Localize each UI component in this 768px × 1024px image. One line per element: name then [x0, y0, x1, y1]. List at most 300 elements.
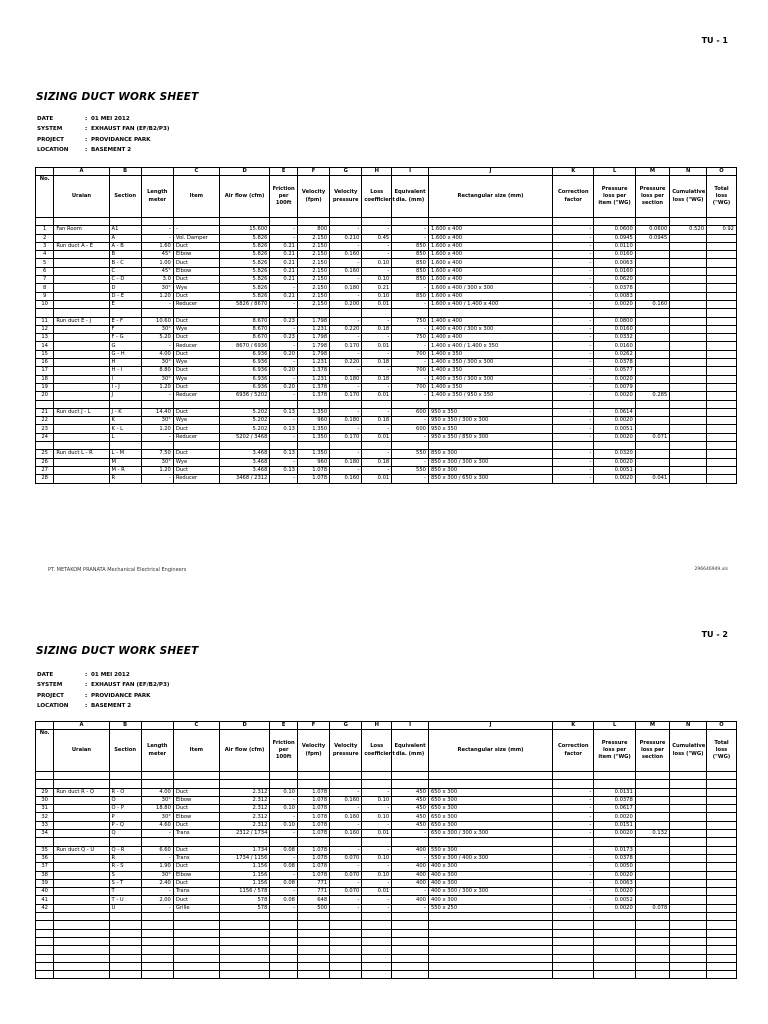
table-cell: -	[270, 359, 298, 367]
table-cell	[553, 937, 594, 945]
table-cell: -	[553, 904, 594, 912]
table-cell	[670, 408, 707, 416]
table-cell: 2.312	[219, 813, 270, 821]
table-cell: 0.45	[362, 234, 392, 242]
table-cell	[362, 442, 392, 450]
table-cell	[635, 805, 669, 813]
table-cell: 21	[36, 408, 54, 416]
table-cell	[362, 946, 392, 954]
table-cell: 0.18	[362, 417, 392, 425]
table-cell	[54, 896, 109, 904]
table-cell: 0.0332	[594, 334, 635, 342]
table-cell	[635, 971, 669, 979]
table-cell	[594, 309, 635, 317]
table-cell: -	[553, 846, 594, 854]
meta-key: DATE	[37, 672, 54, 678]
table-cell: 45°	[141, 251, 173, 259]
table-cell	[392, 400, 429, 408]
table-cell	[670, 962, 707, 970]
table-cell	[635, 342, 669, 350]
table-cell: H	[109, 359, 141, 367]
table-cell	[670, 813, 707, 821]
table-cell: 4.00	[141, 788, 173, 796]
table-cell: 39	[36, 879, 54, 887]
table-cell: 1.798	[297, 334, 329, 342]
table-cell: 800	[297, 226, 329, 234]
table-cell: 850 x 300	[428, 450, 552, 458]
table-cell: 1.078	[297, 475, 329, 483]
table-cell: L - M	[109, 450, 141, 458]
table-row	[36, 383, 737, 391]
table-cell: 6936 / 5202	[219, 392, 270, 400]
table-cell: F - G	[109, 334, 141, 342]
table-cell: 0.10	[362, 796, 392, 804]
table-row	[36, 871, 737, 879]
table-cell	[553, 772, 594, 780]
table-cell: 0.0051	[594, 425, 635, 433]
table-cell	[670, 780, 707, 788]
table-cell: -	[553, 392, 594, 400]
table-cell: 15	[36, 350, 54, 358]
table-cell	[270, 772, 298, 780]
table-cell: 18.80	[141, 805, 173, 813]
table-cell: 1.734	[219, 846, 270, 854]
table-cell: 0.10	[270, 788, 298, 796]
column-header: Pressure loss per item ("WG)	[594, 730, 635, 772]
column-letter: L	[594, 722, 635, 730]
table-cell: 2	[36, 234, 54, 242]
table-cell	[635, 218, 669, 226]
table-cell	[707, 359, 737, 367]
table-cell: K	[109, 417, 141, 425]
meta-line	[37, 680, 169, 690]
table-cell: -	[553, 325, 594, 333]
table-cell	[428, 971, 552, 979]
table-cell: Duct	[173, 259, 219, 267]
table-cell: 19	[36, 383, 54, 391]
table-cell	[635, 937, 669, 945]
table-cell: Duct	[173, 846, 219, 854]
table-cell	[36, 400, 54, 408]
table-cell: 36	[36, 854, 54, 862]
table-cell: R	[109, 475, 141, 483]
table-cell: Reducer	[173, 433, 219, 441]
table-cell: 850	[392, 276, 429, 284]
table-cell: 5.826	[219, 234, 270, 242]
table-cell: -	[330, 226, 362, 234]
table-cell	[670, 846, 707, 854]
table-cell	[707, 475, 737, 483]
table-cell	[428, 772, 552, 780]
table-cell: 41	[36, 896, 54, 904]
table-cell	[428, 309, 552, 317]
page-title: SIZING DUCT WORK SHEET	[36, 645, 199, 657]
table-cell	[553, 921, 594, 929]
table-cell: 2.40	[141, 879, 173, 887]
table-cell	[141, 400, 173, 408]
meta-block	[37, 670, 169, 711]
table-cell: 9	[36, 292, 54, 300]
table-cell	[707, 417, 737, 425]
table-cell: Run duct E - J	[54, 317, 109, 325]
table-cell	[635, 888, 669, 896]
table-cell: 0.01	[362, 433, 392, 441]
table-cell: 0.160	[330, 475, 362, 483]
table-cell: 5.20	[141, 334, 173, 342]
table-cell	[54, 854, 109, 862]
table-row	[36, 830, 737, 838]
meta-colon: :	[85, 116, 88, 122]
table-cell	[635, 450, 669, 458]
table-cell: -	[553, 854, 594, 862]
table-cell	[707, 450, 737, 458]
table-cell: 33	[36, 821, 54, 829]
table-cell: 0.0063	[594, 879, 635, 887]
table-cell	[109, 913, 141, 921]
table-cell: 5.202	[219, 425, 270, 433]
table-cell: -	[553, 242, 594, 250]
table-cell	[635, 408, 669, 416]
table-cell: 1.600 x 400	[428, 267, 552, 275]
duct-sizing-table	[35, 167, 737, 484]
table-cell: 0.01	[362, 475, 392, 483]
table-cell	[173, 442, 219, 450]
table-cell	[707, 871, 737, 879]
table-cell: 578	[219, 904, 270, 912]
table-cell	[594, 772, 635, 780]
table-cell	[54, 466, 109, 474]
table-cell	[594, 780, 635, 788]
table-cell: 0.10	[362, 854, 392, 862]
table-cell: 550 x 300	[428, 846, 552, 854]
table-cell	[707, 218, 737, 226]
table-cell: -	[553, 367, 594, 375]
column-header-row	[36, 730, 737, 772]
table-cell: 0.01	[362, 300, 392, 308]
table-cell: U	[109, 904, 141, 912]
table-cell: 0.10	[362, 813, 392, 821]
table-cell	[707, 863, 737, 871]
table-cell: 30°	[141, 359, 173, 367]
table-cell: 1.400 x 350	[428, 367, 552, 375]
table-cell	[297, 780, 329, 788]
table-cell: 30°	[141, 417, 173, 425]
column-header: Item	[173, 730, 219, 772]
table-cell: 1.156	[219, 871, 270, 879]
table-cell: 850	[392, 267, 429, 275]
table-cell: 1.350	[297, 450, 329, 458]
table-cell	[635, 921, 669, 929]
table-cell	[670, 475, 707, 483]
table-cell	[297, 962, 329, 970]
table-cell	[54, 259, 109, 267]
table-cell	[635, 788, 669, 796]
table-row	[36, 417, 737, 425]
table-cell: Wye	[173, 375, 219, 383]
table-cell	[362, 218, 392, 226]
table-cell: 2.312	[219, 788, 270, 796]
table-cell: 0.10	[362, 871, 392, 879]
table-cell	[392, 913, 429, 921]
table-cell: -	[173, 226, 219, 234]
column-letter: E	[270, 722, 298, 730]
table-cell: 0.170	[330, 392, 362, 400]
table-cell: 1.600 x 400	[428, 259, 552, 267]
table-row	[36, 450, 737, 458]
column-letter: D	[219, 722, 270, 730]
table-cell: 400 x 300	[428, 896, 552, 904]
table-cell: 1.90	[141, 863, 173, 871]
table-cell: -	[553, 863, 594, 871]
table-cell: -	[553, 276, 594, 284]
table-cell	[54, 458, 109, 466]
table-cell	[635, 466, 669, 474]
table-cell: -	[553, 359, 594, 367]
table-cell: -	[553, 292, 594, 300]
table-row	[36, 276, 737, 284]
table-cell: 1.400 x 400	[428, 334, 552, 342]
table-cell	[54, 946, 109, 954]
meta-key: DATE	[37, 116, 54, 122]
table-cell: 7	[36, 276, 54, 284]
sheet-number: TU - 2	[701, 630, 728, 639]
table-cell: Duct	[173, 292, 219, 300]
table-row	[36, 218, 737, 226]
table-cell	[362, 971, 392, 979]
meta-value: EXHAUST FAN (EF/B2/P3)	[91, 682, 170, 689]
table-cell: 550	[392, 450, 429, 458]
table-cell: Duct	[173, 879, 219, 887]
table-cell: -	[362, 226, 392, 234]
table-cell: Reducer	[173, 475, 219, 483]
table-cell	[635, 821, 669, 829]
table-cell	[54, 218, 109, 226]
table-cell	[109, 921, 141, 929]
table-cell: 1.600 x 400	[428, 292, 552, 300]
table-cell	[670, 913, 707, 921]
table-cell	[670, 276, 707, 284]
column-header: Friction per 100ft	[270, 730, 298, 772]
column-header: Correction factor	[553, 176, 594, 218]
table-cell	[36, 772, 54, 780]
table-cell	[670, 234, 707, 242]
column-letter: H	[362, 722, 392, 730]
table-cell	[428, 962, 552, 970]
table-cell	[297, 838, 329, 846]
column-letter: J	[428, 722, 552, 730]
table-cell: Reducer	[173, 392, 219, 400]
table-cell: 450	[392, 805, 429, 813]
table-cell	[270, 937, 298, 945]
meta-value: 01 MEI 2012	[91, 116, 130, 122]
table-cell: 1.378	[297, 383, 329, 391]
table-cell	[297, 772, 329, 780]
table-cell: 30	[36, 796, 54, 804]
table-cell: 0.0378	[594, 796, 635, 804]
table-cell	[635, 417, 669, 425]
table-cell	[36, 780, 54, 788]
table-cell: -	[392, 830, 429, 838]
table-cell: 1.600 x 400	[428, 251, 552, 259]
table-cell: Wye	[173, 325, 219, 333]
table-cell	[54, 400, 109, 408]
table-cell	[109, 937, 141, 945]
table-cell: H - I	[109, 367, 141, 375]
table-row	[36, 267, 737, 275]
table-cell	[707, 796, 737, 804]
table-cell: 0.0020	[594, 417, 635, 425]
table-cell	[173, 838, 219, 846]
column-header: No.	[36, 730, 54, 772]
table-cell: -	[553, 226, 594, 234]
column-header: Cumulative loss ("WG)	[670, 176, 707, 218]
table-cell	[54, 276, 109, 284]
table-cell: 8.670	[219, 325, 270, 333]
table-cell	[173, 929, 219, 937]
table-cell	[707, 888, 737, 896]
table-cell	[670, 367, 707, 375]
table-cell: 0.0600	[594, 226, 635, 234]
table-cell	[635, 367, 669, 375]
table-cell: -	[553, 300, 594, 308]
table-row	[36, 921, 737, 929]
column-header: Equivalent dia. (mm)	[392, 176, 429, 218]
table-cell	[54, 921, 109, 929]
table-cell: -	[270, 234, 298, 242]
table-cell	[670, 400, 707, 408]
table-cell	[109, 218, 141, 226]
table-cell: 550 x 250	[428, 904, 552, 912]
column-letter: C	[173, 722, 219, 730]
table-cell: A1	[109, 226, 141, 234]
table-cell	[670, 350, 707, 358]
table-cell: -	[330, 350, 362, 358]
table-cell	[270, 962, 298, 970]
table-cell	[428, 954, 552, 962]
column-letter: A	[54, 722, 109, 730]
table-cell	[553, 954, 594, 962]
table-cell	[109, 400, 141, 408]
table-row	[36, 317, 737, 325]
table-cell	[428, 218, 552, 226]
table-cell: O - P	[109, 805, 141, 813]
meta-line	[37, 691, 169, 701]
column-header: Uraian	[54, 176, 109, 218]
footer-company: PT. METAKOM PRANATA Mechanical Electrical Engineers	[48, 567, 187, 573]
meta-line	[37, 114, 169, 124]
table-cell: 2.150	[297, 284, 329, 292]
column-header: Loss coefficient	[362, 730, 392, 772]
table-cell	[330, 929, 362, 937]
table-cell: 0.180	[330, 417, 362, 425]
table-cell	[297, 954, 329, 962]
table-cell: -	[392, 888, 429, 896]
table-cell: Duct	[173, 466, 219, 474]
column-letter-row	[36, 168, 737, 176]
meta-key: PROJECT	[37, 136, 64, 143]
table-cell	[428, 400, 552, 408]
table-cell: 3.468	[219, 466, 270, 474]
table-cell: 0.92	[707, 226, 737, 234]
table-cell	[670, 821, 707, 829]
table-cell	[594, 442, 635, 450]
table-cell: 2.150	[297, 300, 329, 308]
table-cell: -	[141, 300, 173, 308]
meta-value: PROVIDANCE PARK	[91, 692, 151, 699]
table-cell	[297, 309, 329, 317]
table-cell	[635, 946, 669, 954]
table-cell	[54, 796, 109, 804]
table-row	[36, 962, 737, 970]
table-cell: 6	[36, 267, 54, 275]
table-row	[36, 971, 737, 979]
table-cell: -	[553, 896, 594, 904]
table-cell	[707, 325, 737, 333]
table-cell: -	[330, 788, 362, 796]
table-cell: 0.0083	[594, 292, 635, 300]
table-cell: 0.0160	[594, 342, 635, 350]
table-cell	[219, 946, 270, 954]
table-cell: 400 x 300	[428, 871, 552, 879]
table-cell	[670, 442, 707, 450]
table-cell: R - O	[109, 788, 141, 796]
table-cell: D - E	[109, 292, 141, 300]
table-cell	[635, 359, 669, 367]
table-cell: Run duct J - L	[54, 408, 109, 416]
table-cell	[707, 937, 737, 945]
table-cell	[707, 408, 737, 416]
table-cell	[330, 838, 362, 846]
table-cell: Run duct L - R	[54, 450, 109, 458]
table-cell: Wye	[173, 284, 219, 292]
table-cell: 400 x 300 / 300 x 300	[428, 888, 552, 896]
table-cell	[707, 971, 737, 979]
table-cell	[297, 442, 329, 450]
table-cell: 1.378	[297, 367, 329, 375]
table-cell	[297, 218, 329, 226]
table-cell: -	[270, 300, 298, 308]
table-cell: 0.0020	[594, 904, 635, 912]
table-cell: 30°	[141, 871, 173, 879]
table-cell: 0.10	[362, 259, 392, 267]
table-row	[36, 879, 737, 887]
table-cell: 35	[36, 846, 54, 854]
table-cell: 5.826	[219, 242, 270, 250]
table-cell	[141, 954, 173, 962]
table-cell	[330, 772, 362, 780]
column-header: Air flow (cfm)	[219, 176, 270, 218]
table-cell	[553, 780, 594, 788]
table-cell: -	[553, 259, 594, 267]
table-cell	[141, 772, 173, 780]
table-cell	[635, 796, 669, 804]
table-cell	[707, 433, 737, 441]
table-cell: L	[109, 433, 141, 441]
table-cell	[330, 442, 362, 450]
table-cell: 1.078	[297, 788, 329, 796]
table-cell	[670, 954, 707, 962]
table-cell: 0.0020	[594, 475, 635, 483]
table-cell: -	[392, 325, 429, 333]
table-cell: 450	[392, 788, 429, 796]
table-cell	[670, 359, 707, 367]
table-cell: D	[109, 284, 141, 292]
table-cell	[54, 309, 109, 317]
table-cell: 0.0020	[594, 375, 635, 383]
table-cell: 0.01	[362, 888, 392, 896]
table-cell: -	[553, 805, 594, 813]
table-cell	[173, 962, 219, 970]
